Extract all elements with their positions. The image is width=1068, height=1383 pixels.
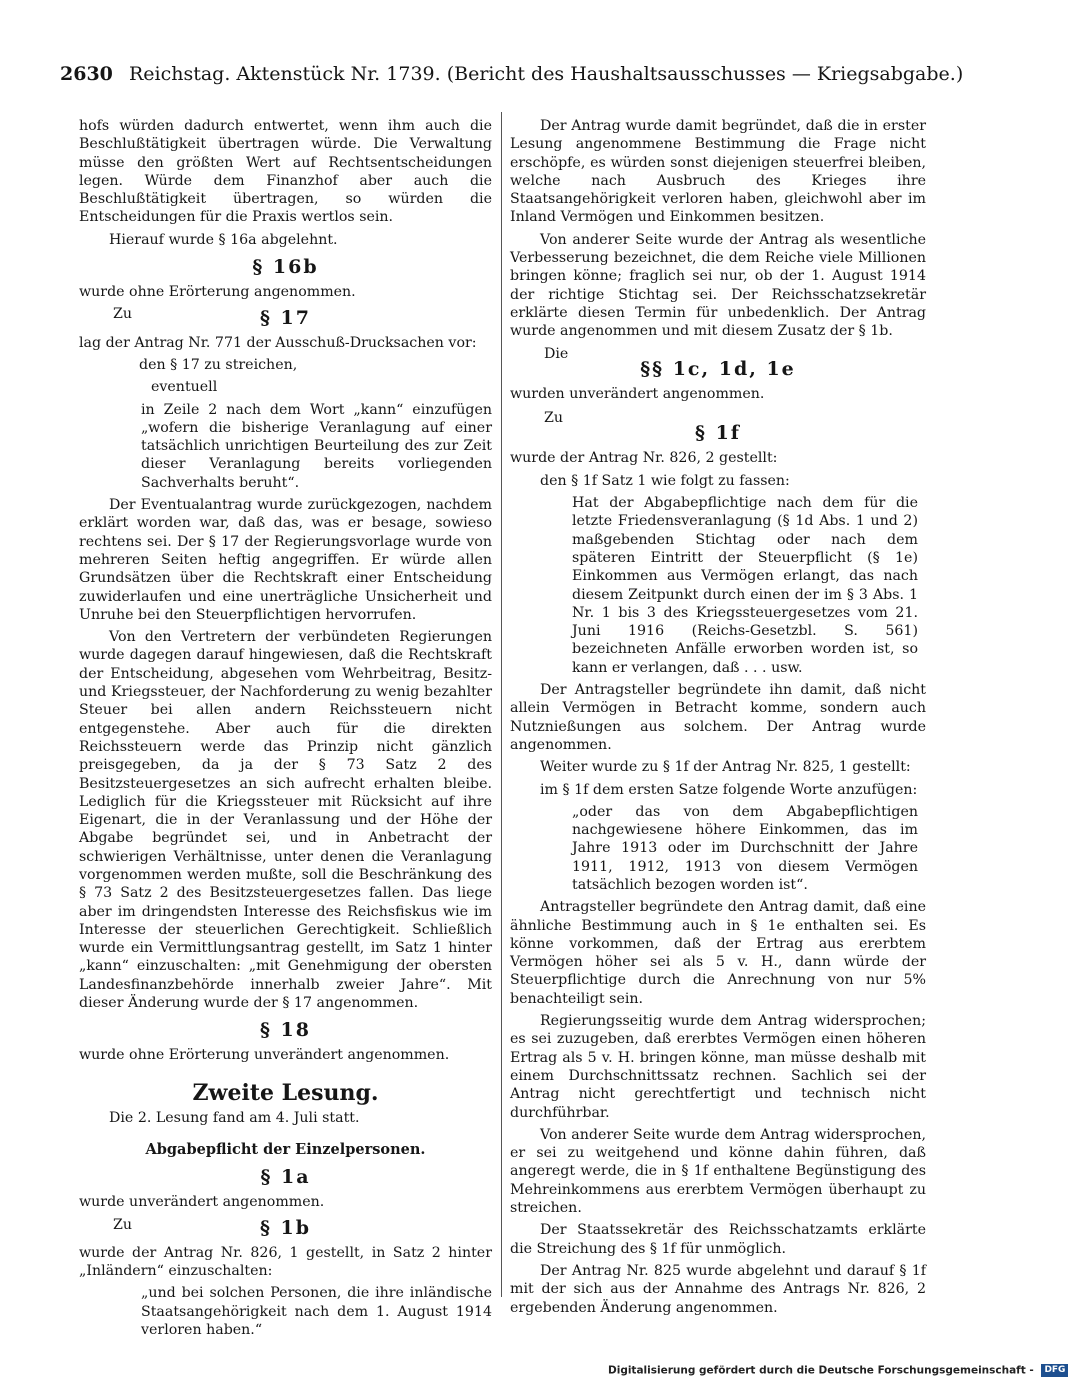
digitization-credit <box>608 1364 1066 1377</box>
zu-label: Zu <box>113 306 132 323</box>
running-title: Reichstag. Aktenstück Nr. 1739. (Bericht des Haushaltsausschusses — Kriegsabgabe.) <box>128 63 964 85</box>
paragraph: Von anderer Seite wurde dem Antrag widersprochen, er sei zu weitgehend und könne dahin führen, daß angeregt werde, die in § 1f enthaltene Begünstigung des Mehreinkommens aus ererbtem Vermögen überhaupt zu streichen. <box>510 1126 926 1217</box>
paragraph: wurde unverändert angenommen. <box>79 1194 325 1211</box>
paragraph: Der Staatssekretär des Reichsschatzamts erklärte die Streichung des § 1f für unmöglich. <box>510 1222 926 1257</box>
dfg-logo: DFG <box>1041 1364 1068 1377</box>
paragraph: Der Antragsteller begründete ihn damit, daß nicht allein Vermögen in Betracht komme, sondern auch Nutznießungen aus solchem. Der Antrag wurde angenommen. <box>510 682 926 753</box>
paragraph: eventuell <box>151 379 218 396</box>
section-heading-1f: § 1f <box>695 422 741 445</box>
paragraph: Von anderer Seite wurde der Antrag als wesentliche Verbesserung bezeichnet, die dem Reiche viele Millionen bringen könne; fraglich sei nur, ob der 1. August 1914 der richtige Stichtag sei. Der Reichsschatzsekretär erklärte diesen Termin für unbedenklich. Der Antrag wurde angenommen und mit diesem Zusatz der § 1b. <box>510 231 926 340</box>
paragraph: Der Eventualantrag wurde zurückgezogen, nachdem erklärt worden war, daß das, was er besage, sowieso rechtens sei. Der § 17 der Regierungsvorlage wurde von mehreren Seiten heftig angegriffen. Er würde allen Grundsätzen über die Rechtskraft einer Entscheidung zuwiderlaufen und eine unerträgliche Unsicherheit und Unruhe bei den Steuerpflichtigen hervorrufen. <box>79 497 492 623</box>
page-number: 2630 <box>60 63 113 85</box>
paragraph: wurde der Antrag Nr. 826, 1 gestellt, in Satz 2 hinter „Inländern“ einzuschalten: <box>79 1244 492 1280</box>
quoted-amendment: Hat der Abgabepflichtige nach dem für die letzte Friedensveranlagung (§ 1d Abs. 1 und 2) maßgebenden Stichtag oder nach dem späteren Eintritt der Steuerpflicht (§ 1e) Einkommen aus Vermögen erlangt, das nach diesem Zeitpunkt durch einen der im § 3 Abs. 1 Nr. 1 bis 3 des Kriegssteuergesetzes vom 21. Juni 1916 (Reichs-Gesetzbl. S. 561) bezeichneten Anfälle erworben worden ist, so kann er verlangen, daß . . . usw. <box>572 495 918 676</box>
zu-label: Zu <box>544 410 563 427</box>
page-header <box>60 62 964 86</box>
paragraph: Weiter wurde zu § 1f der Antrag Nr. 825, 1 gestellt: <box>540 759 911 776</box>
section-heading-zweite-lesung: Zweite Lesung. <box>192 1079 379 1106</box>
section-heading-1cde: §§ 1c, 1d, 1e <box>640 357 796 380</box>
paragraph: den § 1f Satz 1 wie folgt zu fassen: <box>540 472 790 489</box>
paragraph: lag der Antrag Nr. 771 der Ausschuß-Drucksachen vor: <box>79 334 477 351</box>
section-heading-17: § 17 <box>260 306 311 329</box>
zu-label: Zu <box>113 1216 132 1233</box>
right-column <box>510 117 926 1321</box>
paragraph: den § 17 zu streichen, <box>139 356 298 373</box>
paragraph: Regierungsseitig wurde dem Antrag widersprochen; es sei zuzugeben, daß ererbtes Vermögen einen höheren Ertrag als 5 v. H. bringen könne, man müsse deshalb mit einem Durchschnittssatz rechnen. Sachlich sei der Antrag nicht gerechtfertigt und technisch nicht durchführbar. <box>510 1013 926 1121</box>
section-heading-1b: § 1b <box>259 1216 312 1239</box>
paragraph: Die 2. Lesung fand am 4. Juli statt. <box>109 1109 360 1126</box>
paragraph: wurden unverändert angenommen. <box>510 385 765 402</box>
die-label: Die <box>544 345 569 362</box>
paragraph: Von den Vertretern der verbündeten Regierungen wurde dagegen darauf hingewiesen, daß die Rechtskraft der Entscheidung, abgesehen vom Wehrbeitrag, Besitz- und Kriegssteuer, der Nachforderung zu wenig bezahlter Steuer bei allen andern Reichssteuern nicht entgegenstehe. Aber auch für die direkten Reichssteuern werde das Prinzip nicht gänzlich preisgegeben, da ja der § 73 Satz 2 des Besitzsteuergesetzes an sich aufrecht erhalten bleibe. Lediglich für die Kriegssteuer mit Rücksicht auf ihre Eigenart, die in der Veranlassung und der Höhe der Abgabe begründet sei, und in Anbetracht der schwierigen Verhältnisse, unter denen die Veranlagung vorgenommen werden mußte, soll die Beschränkung des § 73 Satz 2 des Besitzsteuergesetzes fallen. Das liege aber im dringendsten Interesse des Reichsfiskus wie im Interesse der steuerlichen Gerechtigkeit. Schließlich wurde ein Vermittlungsantrag gestellt, im Satz 1 hinter „kann“ einzuschalten: „mit Genehmigung der obersten Landesfinanzbehörde innerhalb zweier Jahre“. Mit dieser Änderung wurde der § 17 angenommen. <box>79 629 492 1012</box>
footer-text: Digitalisierung gefördert durch die Deutsche Forschungsgemeinschaft - <box>608 1364 1034 1377</box>
section-heading-18: § 18 <box>260 1019 311 1042</box>
paragraph: wurde der Antrag Nr. 826, 2 gestellt: <box>510 450 778 467</box>
section-heading-16b: § 16b <box>252 256 319 279</box>
column-divider <box>501 112 502 1297</box>
subheading-abgabepflicht: Abgabepflicht der Einzelpersonen. <box>145 1140 426 1158</box>
quoted-amendment: „oder das von dem Abgabepflichtigen nachgewiesene höhere Einkommen, das im Jahre 1913 oder im Durchschnitt der Jahre 1911, 1912, 1913 von diesem Vermögen tatsächlich bezogen worden ist“. <box>572 803 918 893</box>
paragraph: Der Antrag Nr. 825 wurde abgelehnt und darauf § 1f mit der sich aus der Annahme des Antrags Nr. 826, 2 ergebenden Änderung angenommen. <box>510 1262 926 1316</box>
quoted-amendment: in Zeile 2 nach dem Wort „kann“ einzufügen „wofern die bisherige Veranlagung auf einer tatsächlich unrichtigen Beurteilung des zur Zeit dieser Veranlagung bereits vorliegenden Sachverhalts beruht“. <box>141 401 492 491</box>
paragraph: im § 1f dem ersten Satze folgende Worte anzufügen: <box>540 781 918 798</box>
paragraph: hofs würden dadurch entwertet, wenn ihm auch die Beschlußtätigkeit übertragen würde. Die Verwaltung müsse den größten Wert auf Rechtsentscheidungen legen. Würde dem Finanzhof aber auch die Beschlußtätigkeit übertragen, so würden die Entscheidungen für die Praxis wertlos sein. <box>79 118 492 226</box>
quoted-amendment: „und bei solchen Personen, die ihre inländische Staatsangehörigkeit nach dem 1. August 1914 verloren haben.“ <box>141 1285 492 1339</box>
paragraph: Der Antrag wurde damit begründet, daß die in erster Lesung angenommene Bestimmung die Frage nicht erschöpfe, es würden sonst diejenigen steuerfrei bleiben, welche nach Ausbruch des Krieges ihre Staatsangehörigkeit verloren haben, gleichwohl aber im Inland Vermögen und Einkommen besitzen. <box>510 118 926 226</box>
paragraph: wurde ohne Erörterung unverändert angenommen. <box>79 1047 450 1064</box>
section-heading-1a: § 1a <box>260 1166 311 1189</box>
paragraph: Antragsteller begründete den Antrag damit, daß eine ähnliche Bestimmung auch in § 1e enthalten sei. Es könne vorkommen, daß der Ertrag aus ererbtem Vermögen höher sei als 5 v. H., dann würde der Steuerpflichtige durch die Anrechnung von nur 5% benachteiligt sein. <box>510 899 926 1007</box>
left-column <box>79 117 492 1343</box>
paragraph: wurde ohne Erörterung angenommen. <box>79 284 356 301</box>
paragraph: Hierauf wurde § 16a abgelehnt. <box>109 231 338 248</box>
